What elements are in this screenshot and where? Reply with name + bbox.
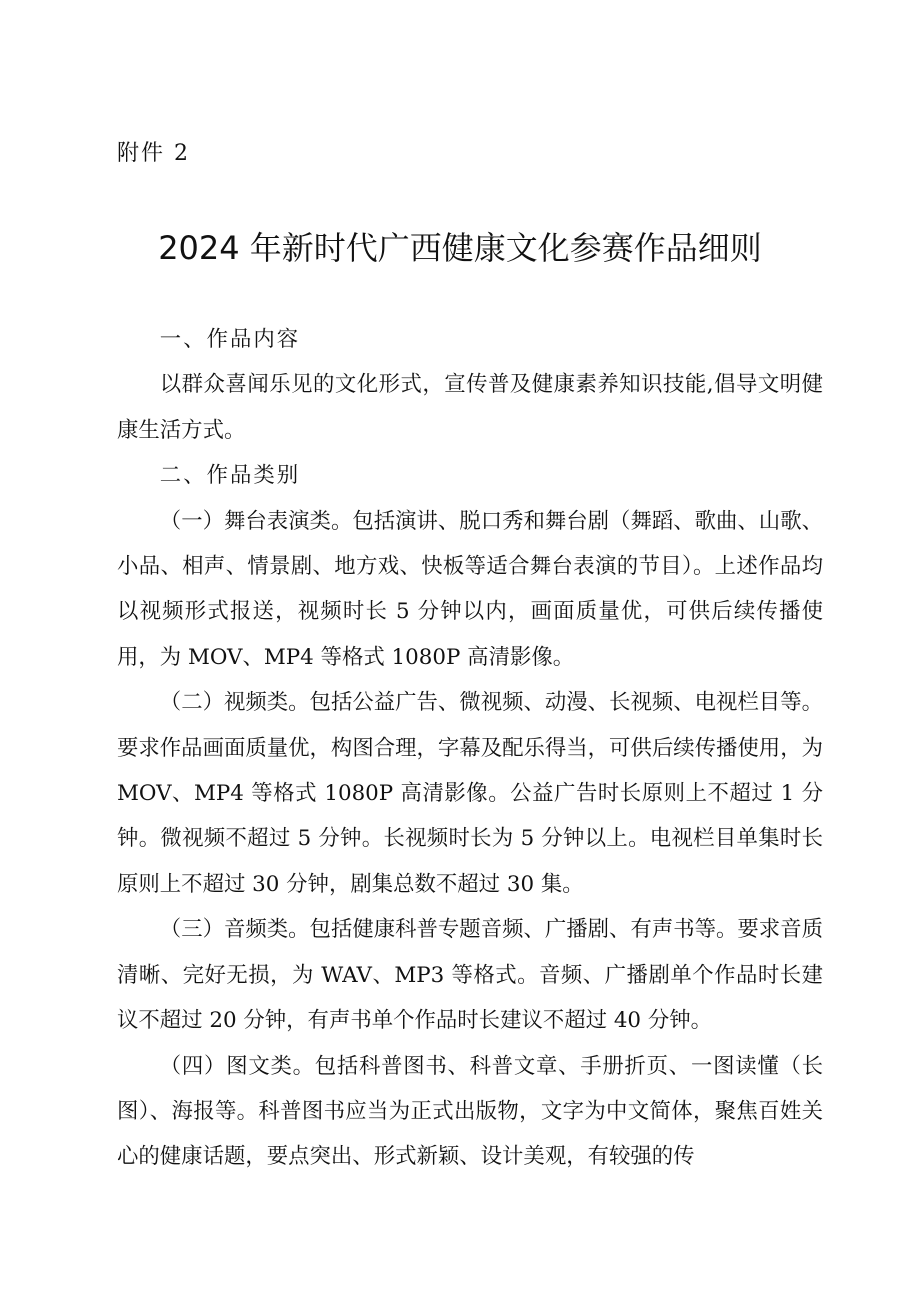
paragraph-content: 以群众喜闻乐见的文化形式，宣传普及健康素养知识技能,倡导文明健康生活方式。: [117, 372, 823, 443]
paragraph-stage-performance: （一）舞台表演类。包括演讲、脱口秀和舞台剧（舞蹈、歌曲、山歌、小品、相声、情景剧、地方戏、快板等适合舞台表演的节目）。上述作品均以视频形式报送，视频时长 5 分钟以内，画面质量优，可供后续传播使用，为 MOV、MP4 等格式 1080P 高清影像。: [117, 508, 823, 670]
section-heading-categories: 二、作品类别: [159, 463, 301, 489]
document-body: [117, 317, 823, 1180]
section-heading-content: 一、作品内容: [159, 327, 301, 352]
attachment-label: 附件 2: [117, 141, 190, 166]
document-title: 2024 年新时代广西健康文化参赛作品细则: [158, 229, 762, 267]
paragraph-audio: （三）音频类。包括健康科普专题音频、广播剧、有声书等。要求音质清晰、完好无损，为 WAV、MP3 等格式。音频、广播剧单个作品时长建议不超过 20 分钟，有声书单个作品时长建议不超过 40 分钟。: [117, 917, 823, 1034]
paragraph-video: （二）视频类。包括公益广告、微视频、动漫、长视频、电视栏目等。要求作品画面质量优，构图合理，字幕及配乐得当，可供后续传播使用，为 MOV、MP4 等格式 1080P 高清影像。公益广告时长原则上不超过 1 分钟。微视频不超过 5 分钟。长视频时长为 5 分钟以上。电视栏目单集时长原则上不超过 30 分钟，剧集总数不超过 30 集。: [117, 690, 823, 897]
paragraph-graphic: （四）图文类。包括科普图书、科普文章、手册折页、一图读懂（长图）、海报等。科普图书应当为正式出版物，文字为中文简体，聚焦百姓关心的健康话题，要点突出、形式新颖、设计美观，有较强的传: [117, 1053, 823, 1170]
